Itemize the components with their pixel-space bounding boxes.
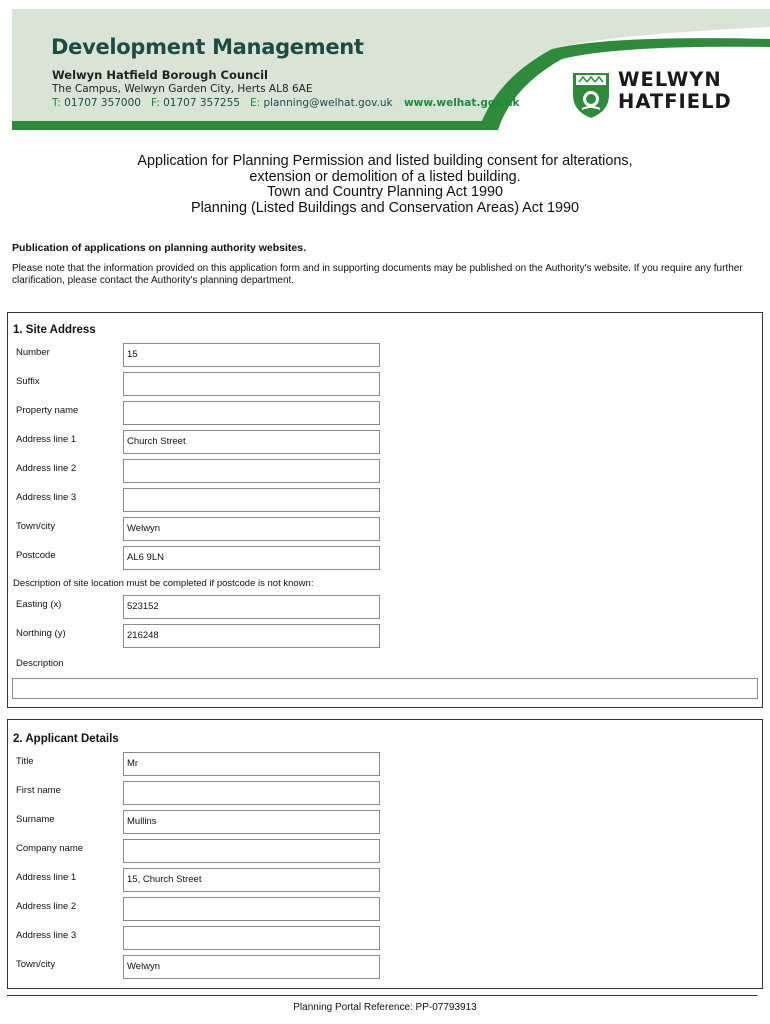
applicant-address-line-3-label: Address line 3	[16, 930, 77, 941]
address-line-1-label: Address line 1	[16, 434, 77, 445]
suffix-field[interactable]	[123, 372, 380, 396]
fax-number: 01707 357255	[163, 97, 240, 109]
first-name-label: First name	[16, 785, 61, 796]
location-note: Description of site location must be completed if postcode is not known:	[13, 578, 314, 589]
address-line-2-label: Address line 2	[16, 463, 77, 474]
logo-line-2: HATFIELD	[618, 90, 732, 113]
title-line-2: extension or demolition of a listed building.	[249, 168, 521, 185]
address-line-2-field[interactable]	[123, 459, 380, 483]
title-line-1: Application for Planning Permission and listed building consent for alterations,	[137, 153, 633, 169]
site-address-title: 1. Site Address	[13, 324, 96, 336]
title-line-3: Town and Country Planning Act 1990	[266, 184, 503, 200]
application-title	[0, 154, 770, 216]
company-name-field[interactable]	[123, 839, 380, 863]
crest-icon	[570, 71, 612, 119]
first-name-field[interactable]	[123, 781, 380, 805]
council-contact	[52, 97, 520, 109]
description-field[interactable]	[12, 678, 758, 699]
fax-label: F:	[151, 97, 160, 109]
number-label: Number	[16, 347, 50, 358]
applicant-address-line-1-field[interactable]: 15, Church Street	[123, 868, 380, 892]
applicant-address-line-2-label: Address line 2	[16, 901, 77, 912]
town-label: Town/city	[16, 521, 56, 532]
company-name-label: Company name	[16, 843, 84, 854]
email-link[interactable]: planning@welhat.gov.uk	[263, 97, 393, 109]
header-title: Development Management	[51, 35, 364, 59]
easting-label: Easting (x)	[16, 599, 62, 610]
applicant-town-field[interactable]: Welwyn	[123, 955, 380, 979]
council-name: Welwyn Hatfield Borough Council	[52, 68, 268, 82]
town-field[interactable]: Welwyn	[123, 517, 380, 541]
publication-note: Please note that the information provided on this application form and in supporting documents may be published on the Authority's website. If you require any further clarification, please contact the Authority's planning department.	[12, 263, 743, 286]
title-field[interactable]: Mr	[123, 752, 380, 776]
surname-label: Surname	[16, 814, 55, 825]
email-label: E:	[249, 97, 261, 109]
applicant-section	[7, 719, 763, 989]
site-address-section	[7, 312, 763, 708]
applicant-address-line-3-field[interactable]	[123, 926, 380, 950]
address-line-3-label: Address line 3	[16, 492, 77, 503]
planning-portal-reference: Planning Portal Reference: PP-07793913	[293, 1002, 477, 1013]
applicant-title: 2. Applicant Details	[13, 733, 119, 745]
description-label: Description	[16, 658, 64, 669]
property-name-label: Property name	[16, 405, 79, 416]
tel-number: 01707 357000	[64, 97, 141, 109]
council-address: The Campus, Welwyn Garden City, Herts AL8 6AE	[52, 83, 313, 95]
northing-field[interactable]: 216248	[123, 624, 380, 648]
logo-line-1: WELWYN	[618, 68, 722, 91]
logo-wordmark	[618, 69, 732, 113]
property-name-field[interactable]	[123, 401, 380, 425]
applicant-town-label: Town/city	[16, 959, 56, 970]
publication-heading: Publication of applications on planning authority websites.	[12, 242, 307, 254]
northing-label: Northing (y)	[16, 628, 66, 639]
footer-divider	[7, 995, 757, 996]
title-line-4: Planning (Listed Buildings and Conservation Areas) Act 1990	[191, 199, 579, 216]
surname-field[interactable]: Mullins	[123, 810, 380, 834]
applicant-address-line-2-field[interactable]	[123, 897, 380, 921]
easting-field[interactable]: 523152	[123, 595, 380, 619]
title-label: Title	[16, 756, 34, 767]
postcode-field[interactable]: AL6 9LN	[123, 546, 380, 570]
address-line-3-field[interactable]	[123, 488, 380, 512]
page-header	[12, 9, 770, 130]
number-field[interactable]: 15	[123, 343, 380, 367]
tel-label: T:	[52, 97, 61, 109]
applicant-address-line-1-label: Address line 1	[16, 872, 77, 883]
address-line-1-field[interactable]: Church Street	[123, 430, 380, 454]
suffix-label: Suffix	[16, 376, 40, 387]
postcode-label: Postcode	[16, 550, 56, 561]
website-link[interactable]: www.welhat.gov.uk	[403, 97, 520, 109]
